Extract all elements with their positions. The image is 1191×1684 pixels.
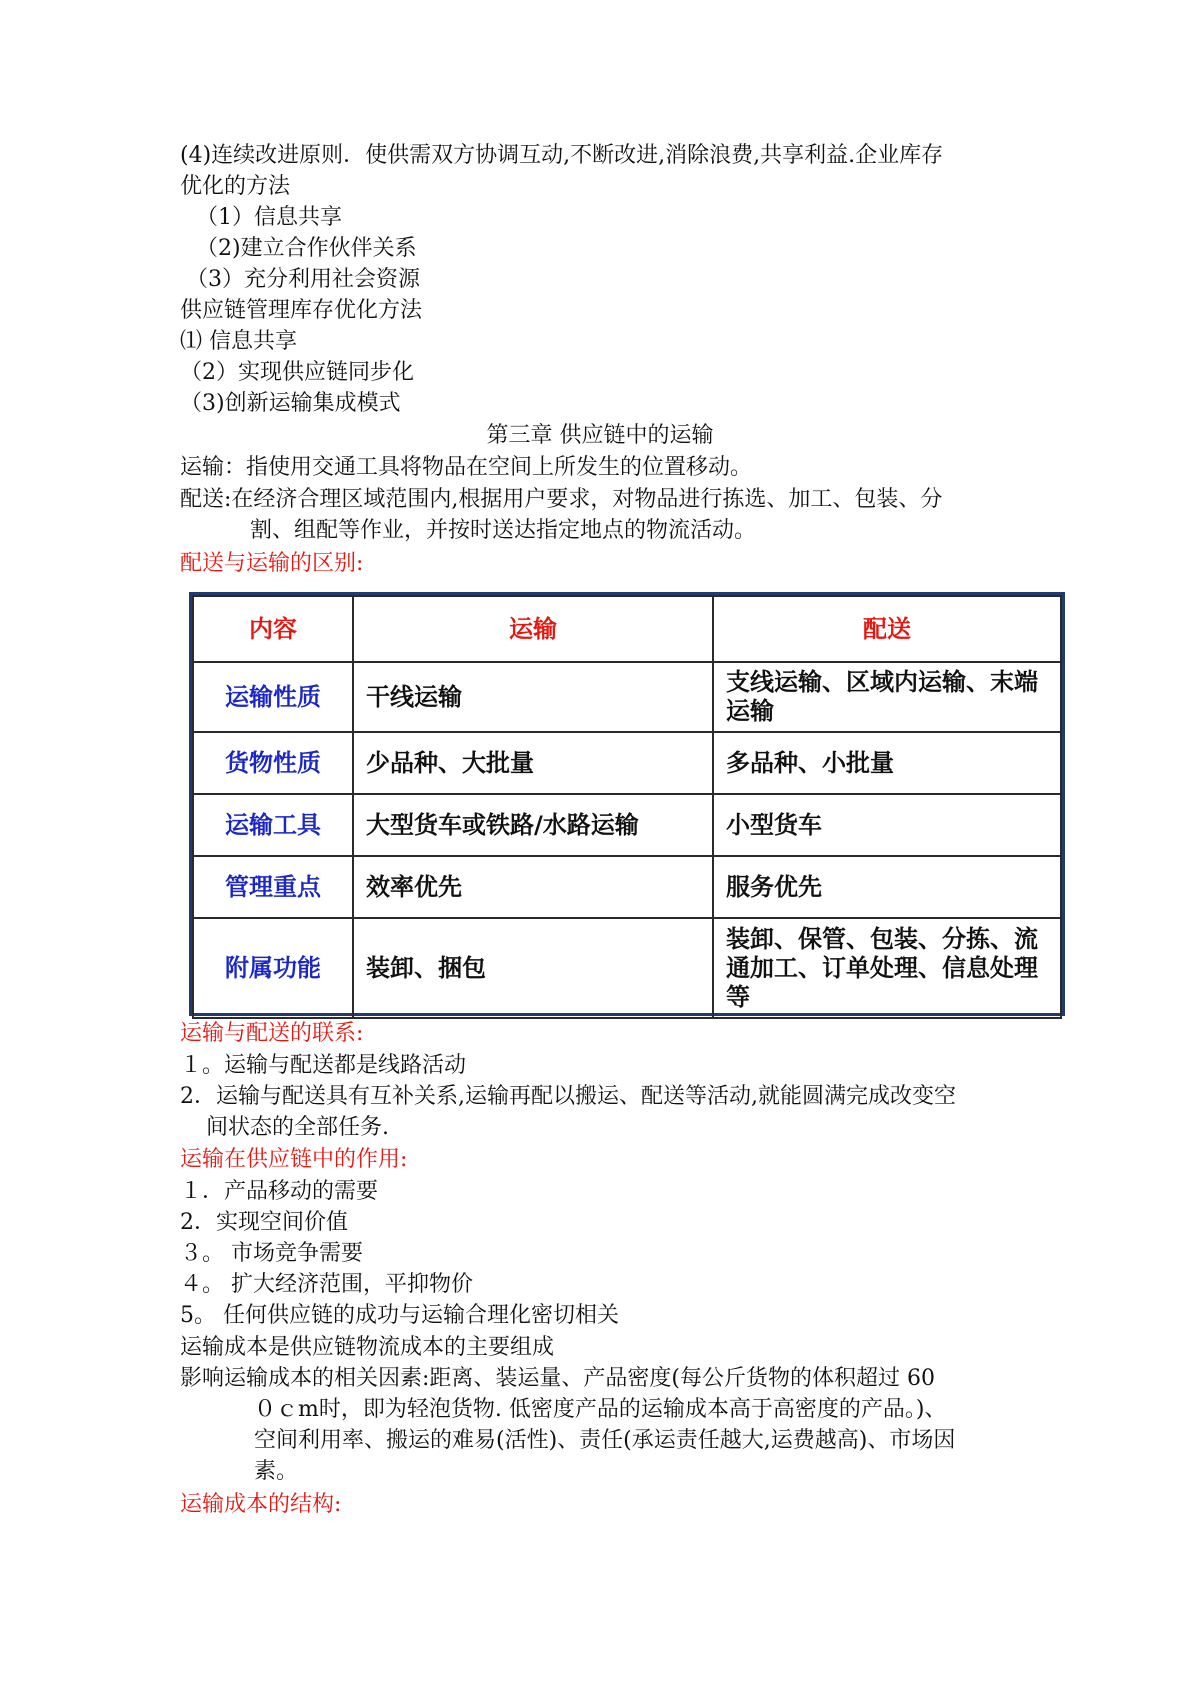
- list-item: （3)创新运输集成模式: [180, 391, 401, 416]
- cell-delivery: 支线运输、区域内运输、末端运输: [713, 662, 1061, 732]
- list-item: １．产品移动的需要: [180, 1179, 379, 1204]
- cell-transport: 装卸、捆包: [353, 918, 713, 1018]
- list-item: ⑴ 信息共享: [180, 329, 297, 354]
- row-label: 附属功能: [193, 918, 353, 1018]
- table-row: [193, 856, 1061, 918]
- text-line-cont: 空间利用率、搬运的难易(活性)、责任(承运责任越大,运费越高)、市场因: [254, 1428, 956, 1453]
- structure-heading: 运输成本的结构:: [180, 1492, 342, 1517]
- list-item: 2．运输与配送具有互补关系,运输再配以搬运、配送等活动,就能圆满完成改变空: [180, 1084, 956, 1109]
- list-item: 2．实现空间价值: [180, 1210, 348, 1235]
- chapter-title: 第三章 供应链中的运输: [486, 423, 714, 448]
- text-line: (4)连续改进原则．使供需双方协调互动,不断改进,消除浪费,共享利益.企业库存: [180, 143, 944, 168]
- comparison-table: [189, 592, 1065, 1016]
- cell-delivery: 服务优先: [713, 856, 1061, 918]
- cell-transport: 大型货车或铁路/水路运输: [353, 794, 713, 856]
- cell-transport: 干线运输: [353, 662, 713, 732]
- table-row: [193, 918, 1061, 1018]
- text-line-cont: ０ｃm时，即为轻泡货物. 低密度产品的运输成本高于高密度的产品。)、: [254, 1397, 947, 1422]
- table-header-row: [193, 596, 1061, 662]
- section-heading: 供应链管理库存优化方法: [180, 298, 423, 323]
- text-line: 运输成本是供应链物流成本的主要组成: [180, 1335, 555, 1360]
- text-line: 优化的方法: [180, 174, 291, 199]
- list-item: （2)建立合作伙伴关系: [196, 236, 417, 261]
- relation-heading: 运输与配送的联系:: [180, 1021, 364, 1046]
- role-heading: 运输在供应链中的作用:: [180, 1147, 408, 1172]
- cell-delivery: 多品种、小批量: [713, 732, 1061, 794]
- list-item: １。运输与配送都是线路活动: [180, 1053, 467, 1078]
- row-label: 货物性质: [193, 732, 353, 794]
- definition-delivery: 配送:在经济合理区域范围内,根据用户要求，对物品进行拣选、加工、包装、分: [180, 487, 943, 512]
- row-label: 管理重点: [193, 856, 353, 918]
- list-item-cont: 间状态的全部任务.: [206, 1115, 389, 1140]
- text-line: 影响运输成本的相关因素:距离、装运量、产品密度(每公斤货物的体积超过 60: [180, 1366, 935, 1391]
- cell-delivery: 小型货车: [713, 794, 1061, 856]
- difference-heading: 配送与运输的区别:: [180, 551, 364, 576]
- table-row: [193, 662, 1061, 732]
- list-item: （1）信息共享: [196, 205, 342, 230]
- text-line-cont: 素。: [254, 1459, 299, 1484]
- cell-delivery: 装卸、保管、包装、分拣、流通加工、订单处理、信息处理等: [713, 918, 1061, 1018]
- list-item: （2）实现供应链同步化: [180, 360, 414, 385]
- header-delivery: 配送: [713, 596, 1061, 662]
- cell-transport: 少品种、大批量: [353, 732, 713, 794]
- table-row: [193, 732, 1061, 794]
- definition-transport: 运输：指使用交通工具将物品在空间上所发生的位置移动。: [180, 455, 753, 480]
- cell-transport: 效率优先: [353, 856, 713, 918]
- row-label: 运输工具: [193, 794, 353, 856]
- list-item: （3）充分利用社会资源: [186, 267, 420, 292]
- row-label: 运输性质: [193, 662, 353, 732]
- definition-delivery-cont: 割、组配等作业，并按时送达指定地点的物流活动。: [250, 518, 757, 543]
- list-item: ３。 市场竞争需要: [180, 1241, 363, 1266]
- list-item: 5。 任何供应链的成功与运输合理化密切相关: [180, 1303, 619, 1328]
- header-content: 内容: [193, 596, 353, 662]
- list-item: ４。 扩大经济范围，平抑物价: [180, 1272, 473, 1297]
- table-row: [193, 794, 1061, 856]
- header-transport: 运输: [353, 596, 713, 662]
